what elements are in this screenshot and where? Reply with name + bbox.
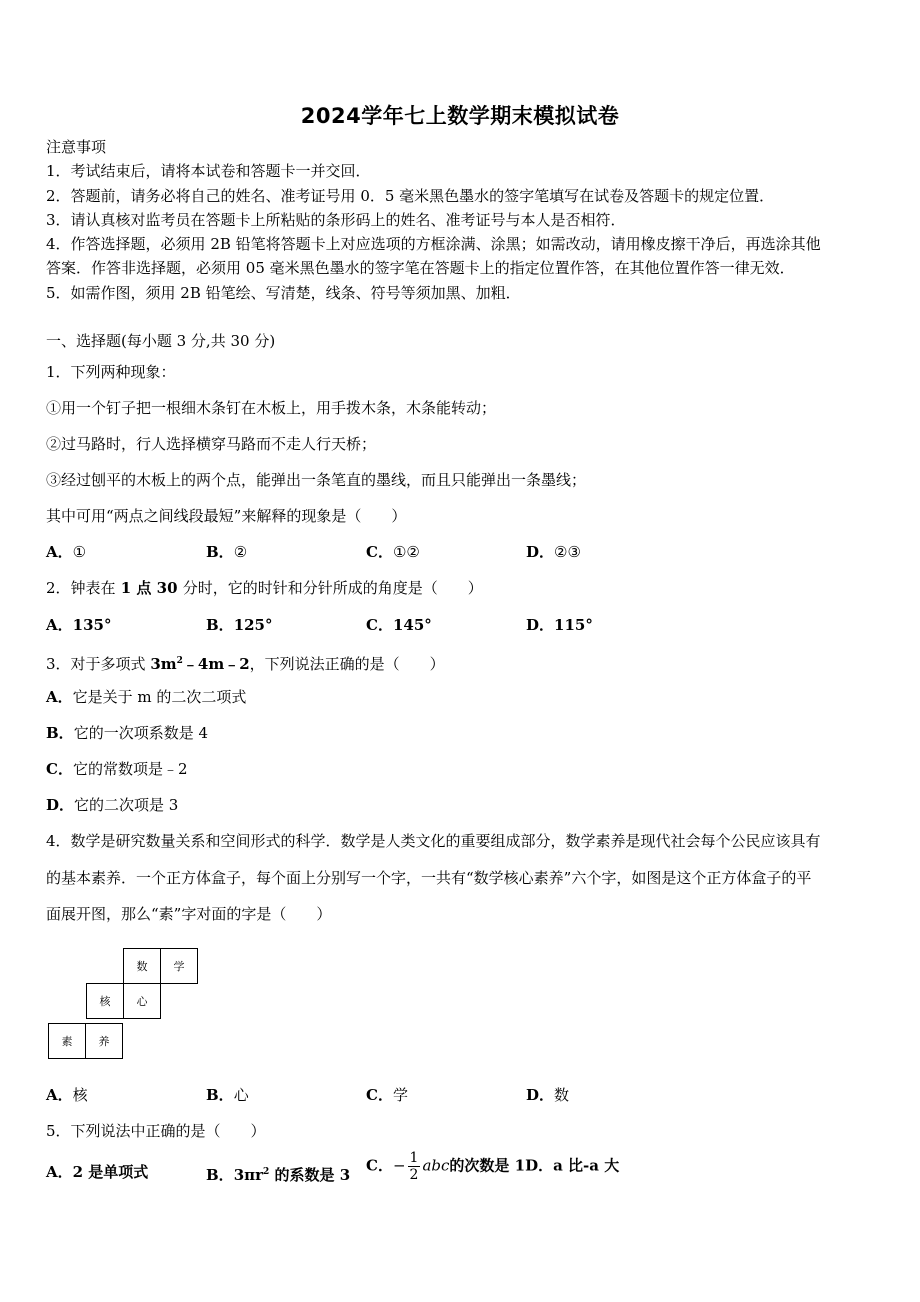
option-text: 115° [554,616,593,634]
question-2-stem [46,578,483,598]
option-text: 它是关于 m 的二次二项式 [72,688,247,706]
option-letter: C． [366,616,393,634]
question-4-options [46,1085,846,1105]
poly-part: 3m [150,655,177,673]
option-letter: C． [366,543,393,561]
option-letter: D． [526,616,555,634]
cube-net-figure [46,948,206,1064]
option-text: 的次数是 1 [449,1156,526,1175]
question-2-options [46,615,846,635]
option-c[interactable] [366,1150,619,1183]
question-2-prefix: 2．钟表在 [46,579,116,597]
option-letter: A． [46,688,73,706]
option-letter: D． [46,796,75,814]
option-d[interactable] [526,542,581,562]
question-2-time: 1 点 30 [115,579,183,597]
option-exponent: 2 [263,1167,270,1177]
option-text: 2 是单项式 [72,1163,149,1181]
option-minus: − [392,1156,406,1175]
option-text: 它的二次项是 3 [74,796,179,814]
option-letter: A． [46,1086,73,1104]
option-d[interactable] [526,615,593,635]
question-1-options [46,542,846,562]
option-letter: A． [46,616,73,634]
option-d[interactable] [526,1085,569,1105]
option-b[interactable] [206,1162,350,1185]
notice-item: 答案．作答非选择题，必须用 05 毫米黑色墨水的签字笔在答题卡上的指定位置作答，在其他位置作答一律无效． [46,259,795,277]
option-expr: 3πr [233,1166,264,1184]
fraction-denominator: 2 [409,1167,419,1183]
option-d[interactable] [46,795,178,815]
net-cell: 素 [48,1023,86,1059]
option-letter: B． [206,1086,234,1104]
option-text: ②③ [554,543,581,561]
section-heading: 一、选择题(每小题 3 分,共 30 分) [46,332,276,350]
option-text: 的系数是 3 [269,1166,351,1184]
option-b[interactable] [206,1085,249,1105]
option-letter: B． [46,724,74,742]
option-letter: C． [366,1086,393,1104]
option-letter: B． [206,616,234,634]
option-text: 心 [233,1086,249,1104]
option-letter: D． [526,1086,555,1104]
option-c[interactable] [46,759,188,779]
poly-part: ﹣4m﹣2 [182,655,250,673]
option-a[interactable] [46,1162,148,1182]
option-letter: C． [46,760,73,778]
page-title: 2024学年七上数学期末模拟试卷 [300,104,620,128]
question-4-line: 面展开图，那么“素”字对面的字是（ ） [46,905,332,923]
option-letter: D． [525,1156,554,1175]
notice-item: 3．请认真核对监考员在答题卡上所粘贴的条形码上的姓名、准考证号与本人是否相符． [46,211,626,229]
fraction [408,1150,421,1183]
question-4-line: 的基本素养．一个正方体盒子，每个面上分别写一个字，一共有“数学核心素养”六个字，如图是这个正方体盒子的平 [46,869,812,887]
question-5-options [46,1150,846,1184]
question-1-line: ②过马路时，行人选择横穿马路而不走人行天桥； [46,435,377,453]
option-c[interactable] [366,1085,408,1105]
notice-item: 2．答题前，请务必将自己的姓名、准考证号用 0．5 毫米黑色墨水的签字笔填写在试卷及答题卡的规定位置． [46,187,775,205]
option-a[interactable] [46,687,246,707]
option-text: 135° [72,616,112,634]
option-text: 125° [233,616,273,634]
net-cell: 核 [86,983,124,1019]
option-b[interactable] [206,615,273,635]
option-c[interactable] [366,615,432,635]
option-text: ①② [392,543,420,561]
fraction-numerator: 1 [409,1150,419,1166]
question-1-line: ③经过刨平的木板上的两个点，能弹出一条笔直的墨线，而且只能弹出一条墨线； [46,471,587,489]
option-letter: A． [46,543,73,561]
notice-item: 1．考试结束后，请将本试卷和答题卡一并交回． [46,162,371,180]
option-b[interactable] [46,723,208,743]
net-cell: 养 [85,1023,123,1059]
option-text: a 比-a 大 [553,1156,620,1175]
net-cell: 心 [123,983,161,1019]
option-a[interactable] [46,542,86,562]
option-text: 它的常数项是﹣2 [72,760,188,778]
option-letter: A． [46,1163,73,1181]
option-text: 它的一次项系数是 4 [73,724,208,742]
net-cell: 学 [160,948,198,984]
option-letter: B． [206,1166,234,1184]
notice-heading: 注意事项 [46,138,107,156]
question-3-suffix: ，下列说法正确的是（ ） [249,655,445,673]
notice-item: 5．如需作图，须用 2B 铅笔绘、写清楚，线条、符号等须加黑、加粗． [46,284,521,302]
question-4-line: 4．数学是研究数量关系和空间形式的科学．数学是人类文化的重要组成部分，数学素养是现代社会每个公民应该具有 [46,832,821,850]
question-3-prefix: 3．对于多项式 [46,655,151,673]
question-5-stem: 5．下列说法中正确的是（ ） [46,1122,266,1140]
question-2-suffix: 分时，它的时针和分针所成的角度是（ ） [182,579,483,597]
option-text: 数 [554,1086,570,1104]
question-3-stem [46,651,445,674]
option-text: 145° [392,616,432,634]
option-variable: abc [422,1156,450,1175]
option-a[interactable] [46,1085,88,1105]
poly-exponent: 2 [176,656,183,666]
notice-item: 4．作答选择题，必须用 2B 铅笔将答题卡上对应选项的方框涂满、涂黑；如需改动，请用橡皮擦干净后，再选涂其他 [46,235,821,253]
option-letter: C． [366,1156,393,1175]
option-b[interactable] [206,542,247,562]
net-cell: 数 [123,948,161,984]
question-1-stem: 1．下列两种现象： [46,363,176,381]
option-text: 学 [392,1086,408,1104]
option-text: 核 [72,1086,88,1104]
question-1-line: ①用一个钉子把一根细木条钉在木板上，用手拨木条，木条能转动； [46,399,497,417]
option-letter: B． [206,543,234,561]
option-text: ② [233,543,248,561]
question-3-poly [150,655,249,673]
option-a[interactable] [46,615,111,635]
question-1-line: 其中可用“两点之间线段最短”来解释的现象是（ ） [46,507,407,525]
option-c[interactable] [366,542,420,562]
option-text: ① [72,543,87,561]
option-letter: D． [526,543,555,561]
